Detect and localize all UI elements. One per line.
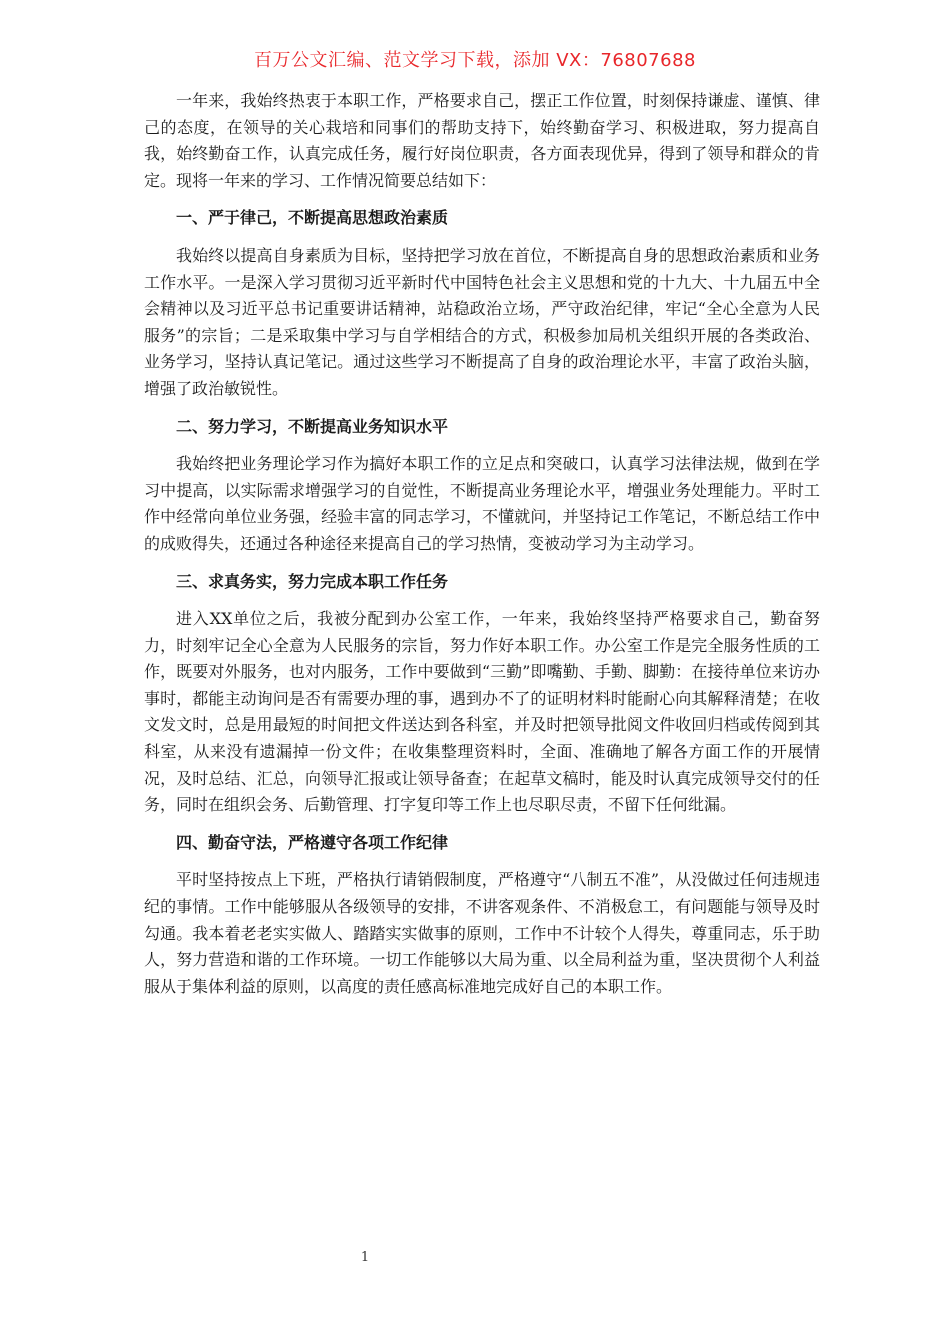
intro-paragraph: 一年来，我始终热衷于本职工作，严格要求自己，摆正工作位置，时刻保持谦虚、谨慎、律己的态度，在领导的关心栽培和同事们的帮助支持下，始终勤奋学习、积极进取，努力提高自我，始终勤奋工作，认真完成任务，履行好岗位职责，各方面表现优异，得到了领导和群众的肯定。现将一年来的学习、工作情况简要总结如下：: [144, 91, 820, 190]
section-body-2: 我始终把业务理论学习作为搞好本职工作的立足点和突破口，认真学习法律法规，做到在学习中提高，以实际需求增强学习的自觉性，不断提高业务理论水平，增强业务处理能力。平时工作中经常向单位业务强，经验丰富的同志学习，不懂就问，并坚持记工作笔记，不断总结工作中的成败得失，还通过各种途径来提高自己的学习热情，变被动学习为主动学习。: [144, 454, 820, 553]
section-heading-1: 一、严于律己，不断提高思想政治素质: [176, 208, 449, 228]
header-banner: 百万公文汇编、范文学习下载，添加 VX：76807688: [254, 50, 696, 71]
section-heading-4: 四、勤奋守法，严格遵守各项工作纪律: [176, 832, 449, 852]
section-body-1: 我始终以提高自身素质为目标，坚持把学习放在首位，不断提高自身的思想政治素质和业务工作水平。一是深入学习贯彻习近平新时代中国特色社会主义思想和党的十九大、十九届五中全会精神以及习近平总书记重要讲话精神，站稳政治立场，严守政治纪律，牢记“全心全意为人民服务”的宗旨；二是采取集中学习与自学相结合的方式，积极参加局机关组织开展的各类政治、业务学习，坚持认真记笔记。通过这些学习不断提高了自身的政治理论水平，丰富了政治头脑，增强了政治敏锐性。: [144, 245, 820, 398]
page-number: 1: [360, 1250, 370, 1265]
document-body: [144, 88, 820, 1011]
section-body-4: 平时坚持按点上下班，严格执行请销假制度，严格遵守“八制五不准”，从没做过任何违规违纪的事情。工作中能够服从各级领导的安排，不讲客观条件、不消极怠工，有问题能与领导及时勾通。我本着老老实实做人、踏踏实实做事的原则，工作中不计较个人得失，尊重同志，乐于助人，努力营造和谐的工作环境。一切工作能够以大局为重、以全局利益为重，坚决贯彻个人利益服从于集体利益的原则，以高度的责任感高标准地完成好自己的本职工作。: [144, 870, 820, 996]
section-body-3: 进入XX单位之后，我被分配到办公室工作，一年来，我始终坚持严格要求自己，勤奋努力，时刻牢记全心全意为人民服务的宗旨，努力作好本职工作。办公室工作是完全服务性质的工作，既要对外服务，也对内服务，工作中要做到“三勤”即嘴勤、手勤、脚勤：在接待单位来访办事时，都能主动询问是否有需要办理的事，遇到办不了的证明材料时能耐心向其解释清楚；在收文发文时，总是用最短的时间把文件送达到各科室，并及时把领导批阅文件收回归档或传阅到其科室，从来没有遗漏掉一份文件；在收集整理资料时，全面、准确地了解各方面工作的开展情况，及时总结、汇总，向领导汇报或让领导备查；在起草文稿时，能及时认真完成领导交付的任务，同时在组织会务、后勤管理、打字复印等工作上也尽职尽责，不留下任何纰漏。: [144, 609, 820, 815]
section-heading-3: 三、求真务实，努力完成本职工作任务: [176, 571, 449, 591]
section-heading-2: 二、努力学习，不断提高业务知识水平: [176, 416, 449, 436]
